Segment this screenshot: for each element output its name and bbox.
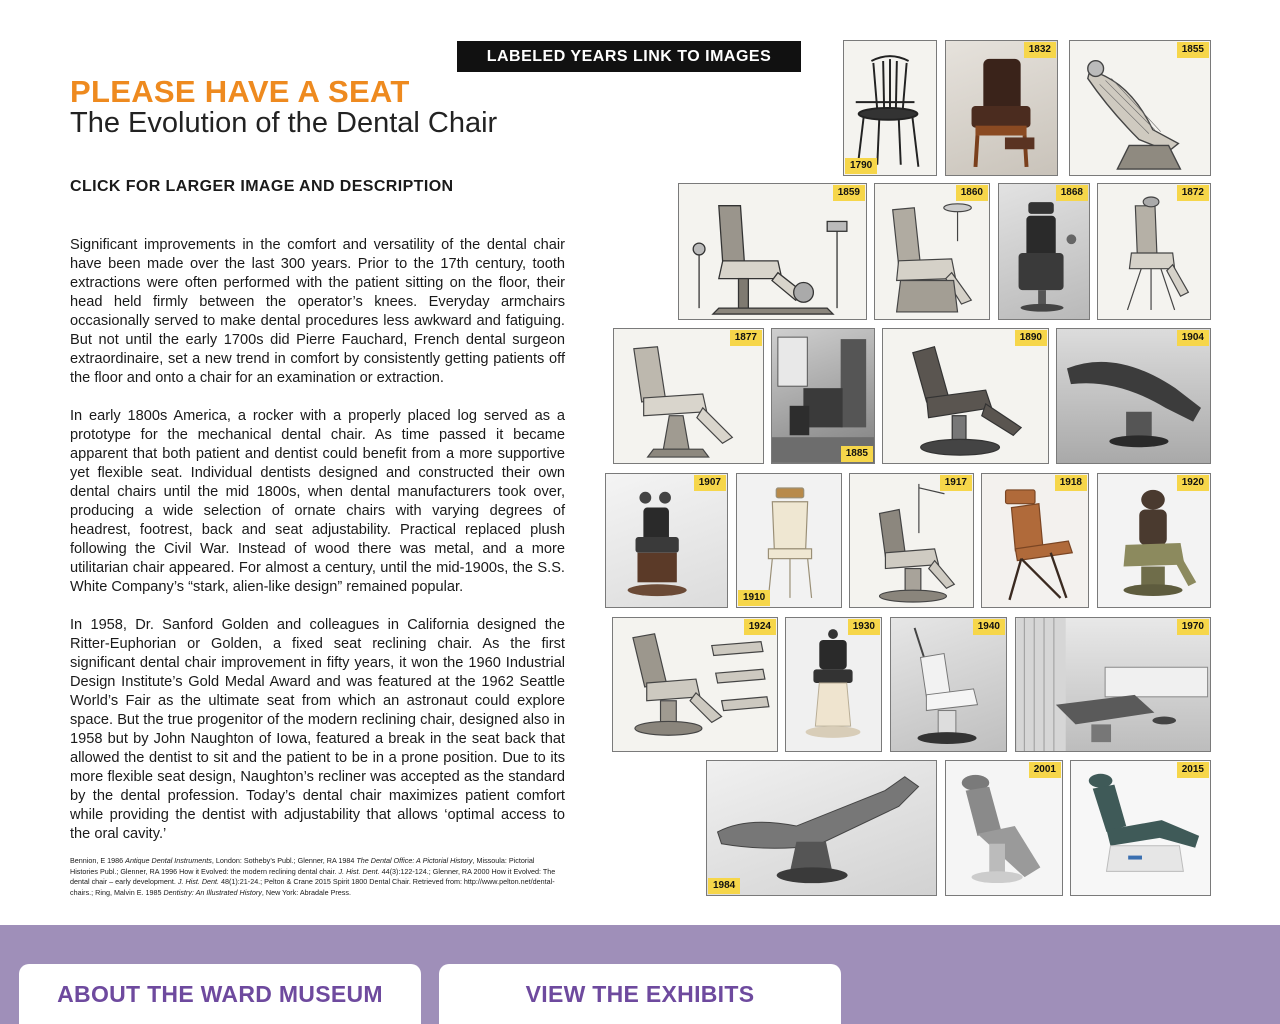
- year-label[interactable]: 1924: [744, 619, 776, 635]
- reclined-chair-photo-icon: [1057, 329, 1210, 463]
- thumb-1860[interactable]: [874, 183, 990, 320]
- paragraph-2: In early 1800s America, a rocker with a properly placed log served as a prototype for the mechanical dental chair. As time passed it became apparent that both patient and dentist could benefit from a more supportive yet flexible seat. Individual dentists designed and constructed their own dental chairs until the mid 1800s, when dental manufacturers took over, producing a wide selection of ornate chairs with varying degrees of headrest, footrest, back and seat adjustability. Practical replaced plush following the Civil War. Instead of wood there was metal, and a more utilitarian chair appeared. For almost a century, until the mid-1900s, the S.S. White Company’s “stark, alien-like design” remained popular.: [70, 408, 565, 595]
- engraved-dental-chair-icon: [613, 618, 777, 751]
- year-label[interactable]: 1904: [1177, 330, 1209, 346]
- thumb-1855[interactable]: [1069, 40, 1211, 176]
- modern-reclining-chair-icon: [707, 761, 936, 895]
- thumb-1859[interactable]: [678, 183, 867, 320]
- years-link-banner: LABELED YEARS LINK TO IMAGES: [457, 41, 801, 72]
- green-dental-chair-icon: [1098, 474, 1210, 607]
- year-label[interactable]: 1872: [1177, 185, 1209, 201]
- thumb-1868[interactable]: [998, 183, 1090, 320]
- year-label[interactable]: 1859: [833, 185, 865, 201]
- dental-unit-chair-icon: [891, 618, 1006, 751]
- thumb-1940[interactable]: [890, 617, 1007, 752]
- pedestal-dental-chair-icon: [606, 474, 727, 607]
- thumb-1930[interactable]: [785, 617, 882, 752]
- year-label[interactable]: 1907: [694, 475, 726, 491]
- wooden-folding-chair-icon: [982, 474, 1088, 607]
- year-label[interactable]: 1918: [1055, 475, 1087, 491]
- thumb-1917[interactable]: [849, 473, 974, 608]
- thumb-1832[interactable]: [945, 40, 1058, 176]
- engraved-dental-chair-icon: [883, 329, 1048, 463]
- year-label[interactable]: 1885: [841, 446, 873, 462]
- year-label[interactable]: 1910: [738, 590, 770, 606]
- windsor-chair-icon: [844, 41, 936, 175]
- paragraph-1: Significant improvements in the comfort and versatility of the dental chair have been made over the last 300 years. Prior to the 17th century, tooth extractions were often performed with the patient sitting on the floor, their head held firmly between the operator’s knees. Everyday armchairs occasionally served to make dental procedures less awkward and fatiguing. But not until the early 1700s did Pierre Fauchard, French dental surgeon extraordinaire, set a new trend in comfort by consistently getting patients off the floor and onto a chair for an examination or extraction.: [70, 237, 565, 386]
- year-label[interactable]: 1790: [845, 158, 877, 174]
- thumb-1920[interactable]: [1097, 473, 1211, 608]
- thumb-1918[interactable]: [981, 473, 1089, 608]
- year-label[interactable]: 1970: [1177, 619, 1209, 635]
- thumb-1877[interactable]: [613, 328, 764, 464]
- year-label[interactable]: 1877: [730, 330, 762, 346]
- year-label[interactable]: 1940: [973, 619, 1005, 635]
- modern-dental-chair-icon: [1071, 761, 1210, 895]
- year-label[interactable]: 1930: [848, 619, 880, 635]
- thumb-1910[interactable]: [736, 473, 842, 608]
- thumb-1904[interactable]: [1056, 328, 1211, 464]
- year-label[interactable]: 1890: [1015, 330, 1047, 346]
- dental-office-icon: [772, 329, 874, 463]
- year-label[interactable]: 1855: [1177, 42, 1209, 58]
- thumb-1890[interactable]: [882, 328, 1049, 464]
- thumb-1872[interactable]: [1097, 183, 1211, 320]
- modern-dental-chair-icon: [946, 761, 1062, 895]
- year-label[interactable]: 1920: [1177, 475, 1209, 491]
- thumb-1924[interactable]: [612, 617, 778, 752]
- paragraph-3: In 1958, Dr. Sanford Golden and colleagues in California designed the Ritter-Euphorian or Golden, a fixed seat reclining chair. As the first significant dental chair improvement in fifty years, it won the 1960 Industrial Design Institute’s Gold Medal Award and was featured at the 1962 Seattle World’s Fair as the ultimate seat from which an astronaut could explore space. But the true progenitor of the modern reclining chair, designed also in 1958 but by John Naughton of Iowa, featured a break in the seat back that allowed the dentist to sit and the patient to be in a prone position. Due to its more flexible seat design, Naughton’s recliner was accepted as the standard by the dental profession. Today’s dental chair maximizes patient comfort while providing the dentist with adjustability that allows ‘optimal access to the oral cavity.’: [70, 617, 565, 842]
- page-title: PLEASE HAVE A SEAT: [70, 74, 410, 109]
- year-label[interactable]: 1868: [1056, 185, 1088, 201]
- thumb-1984[interactable]: [706, 760, 937, 896]
- references: Bennion, E 1986 Antique Dental Instruments, London: Sotheby’s Publ.; Glenner, RA 1984 The Dental Office: A Pictorial History, Missoula: Pictorial Histories Publ.; Glenner, RA 1996 How it Evolved: the modern reclining dental chair. J. Hist. Dent. 44(3):122-124.; Glenner, RA 2000 How it Evolved: The dental chair – early development. J. Hist. Dent. 48(1):21-24.; Pelton & Crane 2015 Spirit 1800 Dental Chair. Retrieved from: http://www.pelton.net/dental-chairs.; Ring, Malvin E. 1985 Dentistry: An Illustrated History, New York: Abradale Press.: [70, 856, 556, 897]
- white-dental-chair-icon: [737, 474, 841, 607]
- engraved-dental-chair-icon: [1098, 184, 1210, 319]
- leather-armchair-icon: [946, 41, 1057, 175]
- thumb-2001[interactable]: [945, 760, 1063, 896]
- ornate-reclining-chair-icon: [1070, 41, 1210, 175]
- article-body: [70, 236, 565, 863]
- thumb-1885[interactable]: [771, 328, 875, 464]
- thumb-1970[interactable]: [1015, 617, 1211, 752]
- year-label[interactable]: 2015: [1177, 762, 1209, 778]
- click-instruction: CLICK FOR LARGER IMAGE AND DESCRIPTION: [70, 178, 454, 195]
- year-label[interactable]: 2001: [1029, 762, 1061, 778]
- dental-operatory-icon: [1016, 618, 1210, 751]
- engraved-dental-chair-icon: [679, 184, 866, 319]
- view-exhibits-button[interactable]: VIEW THE EXHIBITS: [439, 964, 841, 1024]
- about-museum-button[interactable]: ABOUT THE WARD MUSEUM: [19, 964, 421, 1024]
- thumb-2015[interactable]: [1070, 760, 1211, 896]
- year-label[interactable]: 1917: [940, 475, 972, 491]
- year-label[interactable]: 1860: [956, 185, 988, 201]
- thumb-1790[interactable]: [843, 40, 937, 176]
- upholstered-dental-chair-icon: [999, 184, 1089, 319]
- thumb-1907[interactable]: [605, 473, 728, 608]
- year-label[interactable]: 1984: [708, 878, 740, 894]
- page-subtitle: The Evolution of the Dental Chair: [70, 107, 498, 139]
- white-pedestal-chair-icon: [786, 618, 881, 751]
- engraved-dental-chair-icon: [875, 184, 989, 319]
- engraved-dental-chair-icon: [614, 329, 763, 463]
- dental-unit-chair-icon: [850, 474, 973, 607]
- year-label[interactable]: 1832: [1024, 42, 1056, 58]
